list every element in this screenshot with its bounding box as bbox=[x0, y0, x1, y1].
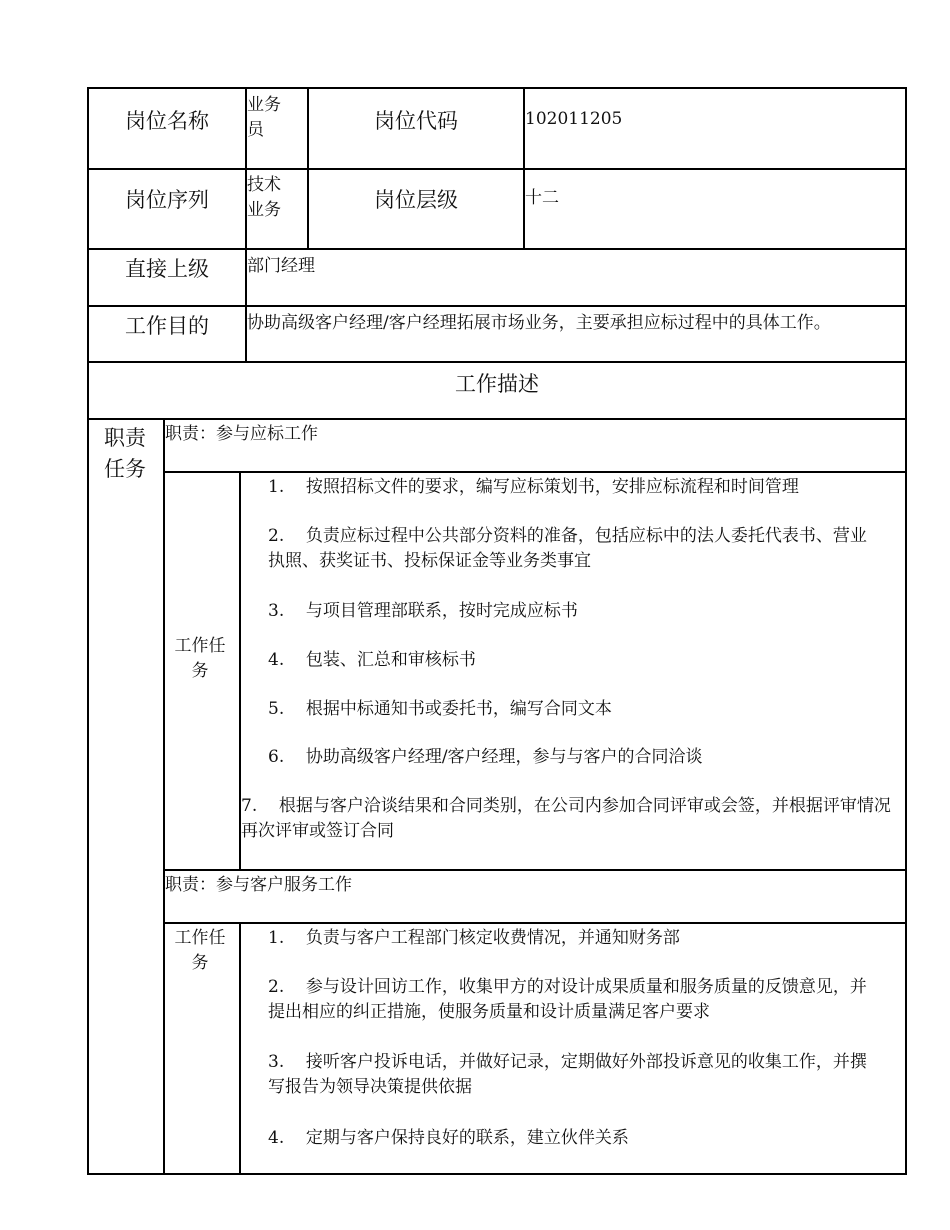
task-item: 2. 负责应标过程中公共部分资料的准备，包括应标中的法人委托代表书、营业执照、获奖证书、投标保证金等业务类事宜 bbox=[268, 526, 867, 571]
purpose-value: 协助高级客户经理/客户经理拓展市场业务，主要承担应标过程中的具体工作。 bbox=[247, 313, 831, 333]
row-divider bbox=[163, 869, 907, 871]
task-item: 4. 包装、汇总和审核标书 bbox=[268, 650, 476, 670]
table-border-bottom bbox=[87, 1173, 907, 1175]
task-item: 4. 定期与客户保持良好的联系，建立伙伴关系 bbox=[268, 1128, 629, 1148]
description-title: 工作描述 bbox=[455, 372, 539, 396]
task-label: 工作任务 bbox=[174, 928, 226, 973]
task-item: 1. 负责与客户工程部门核定收费情况，并通知财务部 bbox=[268, 928, 680, 948]
row-divider bbox=[163, 922, 907, 924]
task-item: 5. 根据中标通知书或委托书，编写合同文本 bbox=[268, 699, 612, 719]
task-item: 3. 接听客户投诉电话，并做好记录，定期做好外部投诉意见的收集工作，并撰写报告为领导决策提供依据 bbox=[268, 1052, 867, 1097]
row-divider bbox=[87, 361, 907, 363]
post-level-value: 十二 bbox=[525, 188, 559, 208]
post-series-value: 技术业务 bbox=[247, 175, 281, 220]
post-series-label: 岗位序列 bbox=[125, 188, 209, 212]
task-item: 3. 与项目管理部联系，按时完成应标书 bbox=[268, 601, 578, 621]
post-name-label: 岗位名称 bbox=[125, 109, 209, 133]
duty-title: 职责：参与应标工作 bbox=[165, 424, 318, 444]
column-divider bbox=[163, 418, 165, 1175]
table-border-left bbox=[87, 87, 89, 1175]
column-divider bbox=[239, 922, 241, 1175]
task-label: 工作任务 bbox=[174, 636, 226, 681]
row-divider bbox=[87, 248, 907, 250]
post-code-value: 102011205 bbox=[525, 109, 623, 129]
task-item: 2. 参与设计回访工作，收集甲方的对设计成果质量和服务质量的反馈意见，并提出相应的纠正措施，使服务质量和设计质量满足客户要求 bbox=[268, 977, 867, 1022]
duties-label: 职责任务 bbox=[104, 426, 146, 481]
task-item: 6. 协助高级客户经理/客户经理，参与与客户的合同洽谈 bbox=[268, 747, 703, 767]
task-item: 1. 按照招标文件的要求，编写应标策划书，安排应标流程和时间管理 bbox=[268, 477, 799, 497]
superior-label: 直接上级 bbox=[125, 257, 209, 281]
row-divider bbox=[87, 168, 907, 170]
duty-title: 职责：参与客户服务工作 bbox=[165, 875, 352, 895]
purpose-label: 工作目的 bbox=[125, 314, 209, 338]
post-name-value: 业务员 bbox=[247, 95, 281, 140]
table-border-right bbox=[905, 87, 907, 1175]
superior-value: 部门经理 bbox=[247, 256, 315, 276]
table-border-top bbox=[87, 87, 907, 89]
row-divider bbox=[163, 471, 907, 473]
task-item: 7. 根据与客户洽谈结果和合同类别，在公司内参加合同评审或会签，并根据评审情况再次评审或签订合同 bbox=[241, 796, 891, 841]
row-divider bbox=[87, 305, 907, 307]
post-code-label: 岗位代码 bbox=[374, 109, 458, 133]
post-level-label: 岗位层级 bbox=[374, 188, 458, 212]
row-divider bbox=[87, 418, 907, 420]
